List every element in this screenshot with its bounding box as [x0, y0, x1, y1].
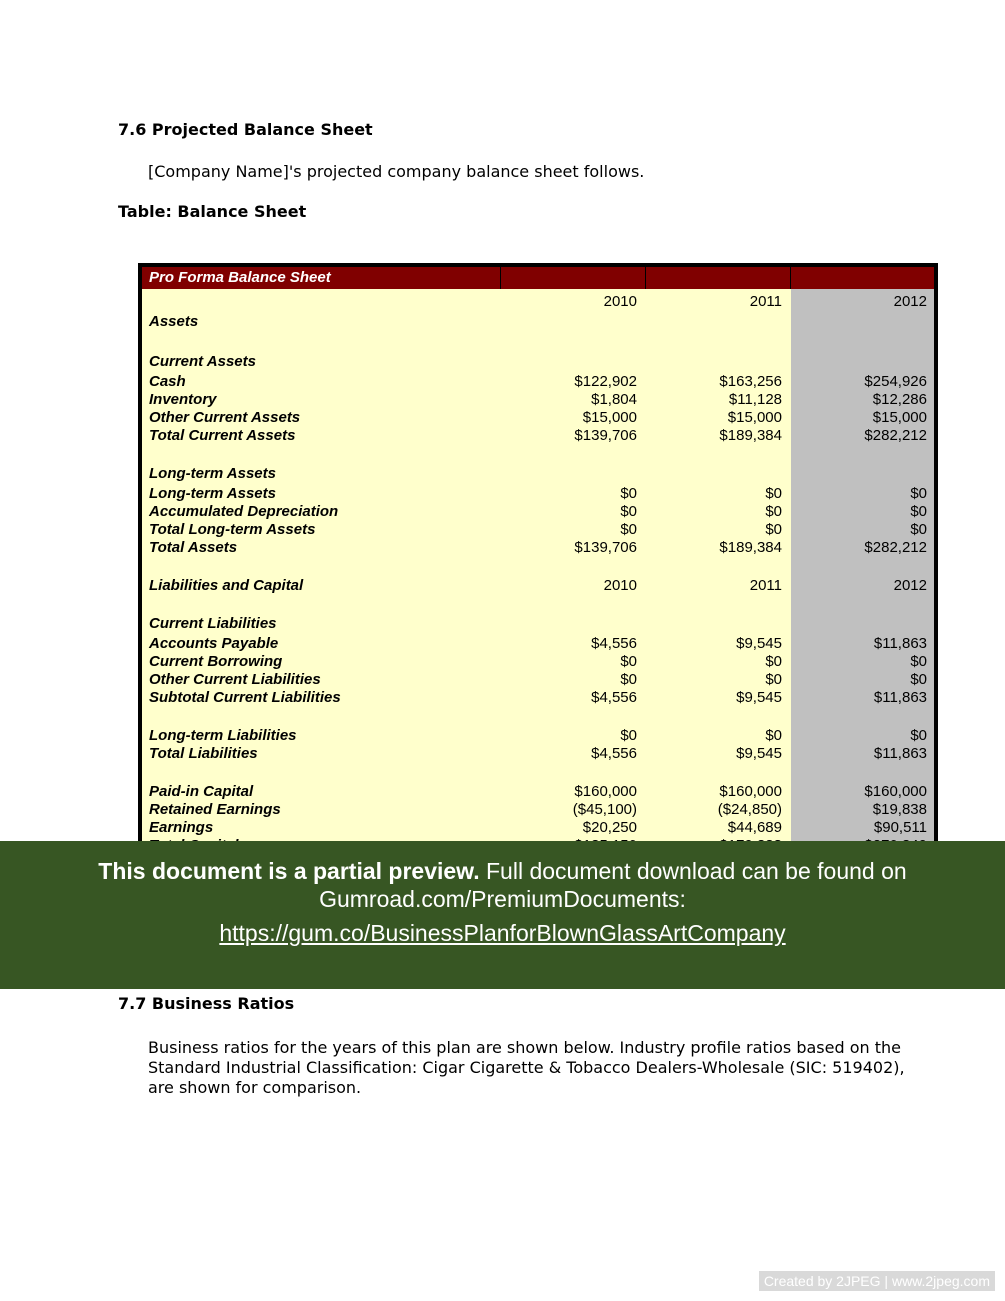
- cell-2011: $160,000: [719, 783, 782, 800]
- cell-2011: $9,545: [736, 745, 782, 762]
- row-label: Liabilities and Capital: [149, 577, 304, 594]
- cell-2011: $9,545: [736, 689, 782, 706]
- header-divider: [645, 267, 646, 289]
- cell-2010: $0: [620, 485, 637, 502]
- row-label: Accounts Payable: [149, 635, 279, 652]
- partial-preview-banner: [0, 841, 1005, 989]
- cell-2012: 2012: [893, 577, 927, 594]
- cell-2012: $160,000: [864, 783, 927, 800]
- cell-2011: ($24,850): [717, 801, 782, 818]
- row-label: Cash: [149, 373, 186, 390]
- cell-2012: $282,212: [864, 539, 927, 556]
- row-label: Total Assets: [149, 539, 238, 556]
- balance-sheet-title: Pro Forma Balance Sheet: [149, 269, 331, 286]
- cell-2012: $0: [910, 727, 927, 744]
- row-label: Inventory: [149, 391, 217, 408]
- preview-bold-text: This document is a partial preview.: [98, 858, 480, 884]
- cell-2012: $282,212: [864, 427, 927, 444]
- cell-2012: $19,838: [872, 801, 927, 818]
- table-row: [142, 521, 934, 539]
- cell-2011: $0: [765, 653, 782, 670]
- cell-2010: $0: [620, 521, 637, 538]
- row-label: Long-term Assets: [149, 485, 276, 502]
- row-label: Other Current Assets: [149, 409, 301, 426]
- row-label: Subtotal Current Liabilities: [149, 689, 341, 706]
- table-row: [142, 819, 934, 837]
- year-cell: 2011: [749, 293, 782, 310]
- balance-sheet-table: [138, 263, 938, 853]
- ratios-paragraph-line: are shown for comparison.: [148, 1078, 362, 1097]
- row-label: Current Assets: [149, 353, 256, 370]
- table-row: [142, 391, 934, 409]
- cell-2010: $4,556: [591, 635, 637, 652]
- table-caption: Table: Balance Sheet: [118, 202, 307, 221]
- table-row: [142, 653, 934, 671]
- cell-2012: $0: [910, 521, 927, 538]
- cell-2010: 2010: [603, 577, 637, 594]
- table-row: [142, 577, 934, 595]
- cell-2010: $0: [620, 671, 637, 688]
- cell-2010: $0: [620, 653, 637, 670]
- cell-2010: $139,706: [574, 539, 637, 556]
- cell-2011: $163,256: [719, 373, 782, 390]
- row-label: Total Long-term Assets: [149, 521, 316, 538]
- table-row: [142, 409, 934, 427]
- cell-2010: $15,000: [582, 409, 637, 426]
- row-label: Accumulated Depreciation: [149, 503, 339, 520]
- row-label: Total Liabilities: [149, 745, 258, 762]
- cell-2011: $11,128: [728, 391, 782, 408]
- cell-2012: $0: [910, 671, 927, 688]
- row-label: Current Borrowing: [149, 653, 283, 670]
- cell-2011: 2011: [749, 577, 782, 594]
- section-heading-7-7: 7.7 Business Ratios: [118, 994, 295, 1013]
- table-row: [142, 503, 934, 521]
- cell-2012: $11,863: [873, 745, 927, 762]
- row-label: Long-term Assets: [149, 465, 276, 482]
- row-label: Paid-in Capital: [149, 783, 254, 800]
- row-label: Other Current Liabilities: [149, 671, 321, 688]
- row-label: Long-term Liabilities: [149, 727, 297, 744]
- preview-message: [0, 857, 1005, 885]
- cell-2011: $189,384: [719, 427, 782, 444]
- cell-2012: $12,286: [872, 391, 927, 408]
- cell-2010: $20,250: [582, 819, 637, 836]
- table-row: [142, 689, 934, 707]
- ratios-paragraph-line: Business ratios for the years of this plan are shown below. Industry profile ratios based on the: [148, 1038, 901, 1057]
- row-label: Total Current Assets: [149, 427, 296, 444]
- row-label: Retained Earnings: [149, 801, 281, 818]
- preview-rest-text: Full document download can be found on: [479, 858, 907, 884]
- cell-2012: $11,863: [873, 635, 927, 652]
- cell-2010: $122,902: [574, 373, 637, 390]
- table-row: [142, 745, 934, 763]
- download-link[interactable]: https://gum.co/BusinessPlanforBlownGlassArtCompany: [219, 920, 786, 946]
- cell-2010: $0: [620, 503, 637, 520]
- cell-2011: $0: [765, 671, 782, 688]
- table-row: [142, 539, 934, 557]
- table-row: [142, 373, 934, 391]
- table-row: [142, 783, 934, 801]
- cell-2011: $15,000: [727, 409, 782, 426]
- cell-2010: ($45,100): [572, 801, 637, 818]
- section-heading-7-6: 7.6 Projected Balance Sheet: [118, 120, 373, 139]
- cell-2012: $90,511: [873, 819, 927, 836]
- cell-2012: $11,863: [873, 689, 927, 706]
- cell-2010: $4,556: [591, 689, 637, 706]
- cell-2012: $15,000: [872, 409, 927, 426]
- table-row: [142, 485, 934, 503]
- row-label: Earnings: [149, 819, 214, 836]
- year-cell: 2012: [893, 293, 927, 310]
- header-divider: [500, 267, 501, 289]
- table-row: [142, 671, 934, 689]
- cell-2011: $0: [765, 521, 782, 538]
- balance-sheet-body: [142, 267, 934, 853]
- cell-2011: $9,545: [736, 635, 782, 652]
- cell-2011: $0: [765, 727, 782, 744]
- table-row: [142, 727, 934, 745]
- cell-2011: $0: [765, 503, 782, 520]
- year-header-row: [142, 293, 934, 311]
- ratios-paragraph-line: Standard Industrial Classification: Cigar Cigarette & Tobacco Dealers-Wholesale (SIC: 519402),: [148, 1058, 905, 1077]
- table-row: [142, 353, 934, 371]
- cell-2011: $44,689: [727, 819, 782, 836]
- table-row: [142, 465, 934, 483]
- cell-2012: $0: [910, 503, 927, 520]
- preview-source: Gumroad.com/PremiumDocuments:: [319, 886, 686, 912]
- table-row: [142, 427, 934, 445]
- row-label: Current Liabilities: [149, 615, 277, 632]
- cell-2012: $0: [910, 485, 927, 502]
- watermark: Created by 2JPEG | www.2jpeg.com: [759, 1271, 995, 1291]
- header-divider: [790, 267, 791, 289]
- table-row: [142, 313, 934, 331]
- cell-2010: $4,556: [591, 745, 637, 762]
- cell-2012: $0: [910, 653, 927, 670]
- cell-2010: $139,706: [574, 427, 637, 444]
- table-row: [142, 801, 934, 819]
- year-cell: 2010: [603, 293, 637, 310]
- table-row: [142, 635, 934, 653]
- row-label: Assets: [149, 313, 199, 330]
- balance-sheet-header: [142, 267, 934, 289]
- table-row: [142, 615, 934, 633]
- cell-2010: $1,804: [591, 391, 637, 408]
- cell-2011: $189,384: [719, 539, 782, 556]
- balance-sheet-intro: [Company Name]'s projected company balance sheet follows.: [148, 162, 645, 181]
- cell-2011: $0: [765, 485, 782, 502]
- cell-2012: $254,926: [864, 373, 927, 390]
- cell-2010: $160,000: [574, 783, 637, 800]
- cell-2010: $0: [620, 727, 637, 744]
